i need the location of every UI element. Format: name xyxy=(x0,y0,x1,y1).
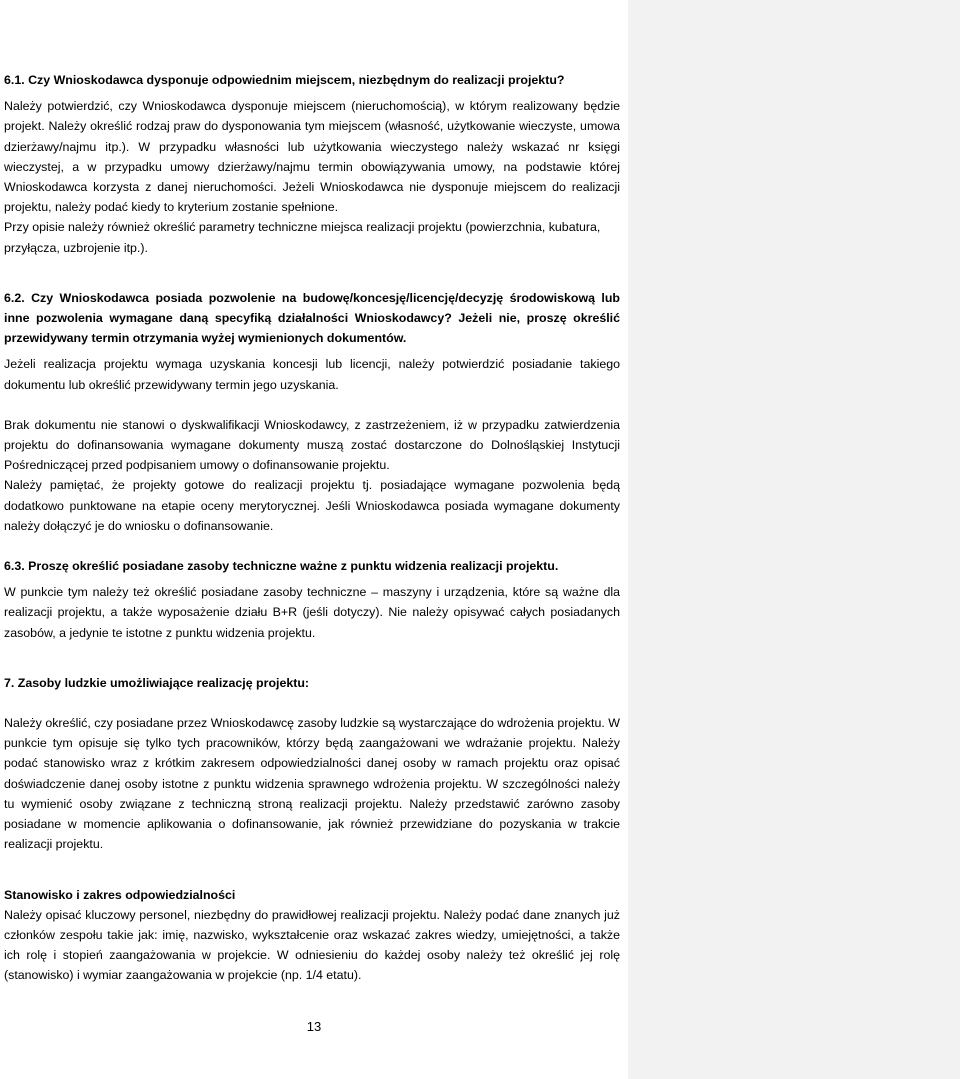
section-6-3-heading: 6.3. Proszę określić posiadane zasoby techniczne ważne z punktu widzenia realizacji projektu. xyxy=(4,559,559,574)
section-6-2-heading xyxy=(4,288,620,349)
section-6-3-paragraph: W punkcie tym należy też określić posiadane zasoby techniczne – maszyny i urządzenia, które są ważne dla realizacji projektu, a także wyposażenie działu B+R (jeśli dotyczy). Nie należy opisywać całych posiadanych zasobów, a jedynie te istotne z punktu widzenia projektu. xyxy=(4,585,620,640)
stanowisko-paragraph: Należy opisać kluczowy personel, niezbędny do prawidłowej realizacji projektu. Należy podać dane znanych już członków zespołu takie jak: imię, nazwisko, wykształcenie oraz wskazać zakres wiedzy, umiejętności, a także ich rolę i stopień zaangażowania w projekcie. W odniesieniu do każdej osoby należy też określić jej rolę (stanowisko) i wymiar zaangażowania w projekcie (np. 1/4 etatu). xyxy=(4,907,620,983)
stanowisko-heading: Stanowisko i zakres odpowiedzialności xyxy=(4,887,236,902)
comments-margin-pane xyxy=(628,0,960,1079)
section-6-2-heading-question: 6.2. Czy Wnioskodawca posiada pozwolenie na budowę/koncesję/licencję/decyzję środowiskową lub inne pozwolenia wymagane daną specyfiką działalności Wnioskodawcy? xyxy=(4,290,620,326)
section-6-1-heading: 6.1. Czy Wnioskodawca dysponuje odpowiednim miejscem, niezbędnym do realizacji projektu? xyxy=(4,73,565,87)
section-6-1-paragraph: Należy potwierdzić, czy Wnioskodawca dysponuje miejscem (nieruchomością), w którym realizowany będzie projekt. Należy określić rodzaj praw do dysponowania tym miejscem (własność, użytkowanie wieczyste, umowa dzierżawy/najmu itp.). W przypadku własności lub użytkowania wieczystego należy wskazać nr księgi wieczystej, a w przypadku umowy dzierżawy/najmu termin obowiązywania umowy, na podstawie której Wnioskodawca korzysta z danej nieruchomości. Jeżeli Wnioskodawca nie dysponuje miejscem do realizacji projektu, należy podać kiedy to kryterium zostanie spełnione. xyxy=(4,99,620,215)
section-6-2-paragraph-ready-projects: Należy pamiętać, że projekty gotowe do realizacji projektu tj. posiadające wymagane pozwolenia będą dodatkowo punktowane na etapie oceny merytorycznej. Jeśli Wnioskodawca posiada wymagane dokumenty należy dołączyć je do wniosku o dofinansowanie. xyxy=(4,478,620,533)
section-6-2-paragraph-license: Jeżeli realizacja projektu wymaga uzyskania koncesji lub licencji, należy potwierdzić posiadanie takiego dokumentu lub określić przewidywany termin jego uzyskania. xyxy=(4,357,620,392)
section-7-paragraph: Należy określić, czy posiadane przez Wnioskodawcę zasoby ludzkie są wystarczające do wdrożenia projektu. W punkcie tym opisuje się tylko tych pracowników, którzy będą zaangażowani we wdrażanie projektu. Należy podać stanowisko wraz z krótkim zakresem odpowiedzialności danej osoby w ramach projektu oraz opisać doświadczenie danej osoby istotne z punktu widzenia sprawnego wdrożenia projektu. W szczególności należy tu wymienić osoby związane z techniczną stroną realizacji projektu. Należy przedstawić zarówno zasoby posiadane w momencie aplikowania o dofinansowanie, jak również przewidziane do pozyskania w trakcie realizacji projektu. xyxy=(4,716,620,852)
section-7-heading: 7. Zasoby ludzkie umożliwiające realizację projektu: xyxy=(4,675,310,690)
document-content xyxy=(4,70,620,986)
section-6-1-paragraph-parameters: Przy opisie należy również określić parametry techniczne miejsca realizacji projektu (powierzchnia, kubatura, przyłącza, uzbrojenie itp.). xyxy=(4,220,601,255)
section-6-2-paragraph-missing-document: Brak dokumentu nie stanowi o dyskwalifikacji Wnioskodawcy, z zastrzeżeniem, iż w przypadku zatwierdzenia projektu do dofinansowania wymagane dokumenty muszą zostać dostarczone do Dolnośląskiej Instytucji Pośredniczącej przed podpisaniem umowy o dofinansowanie projektu. xyxy=(4,417,620,473)
page-number: 13 xyxy=(306,1019,322,1034)
section-6-2-heading-note: Jeżeli nie, proszę określić przewidywany termin otrzymania wyżej wymienionych dokumentów. xyxy=(4,311,621,346)
